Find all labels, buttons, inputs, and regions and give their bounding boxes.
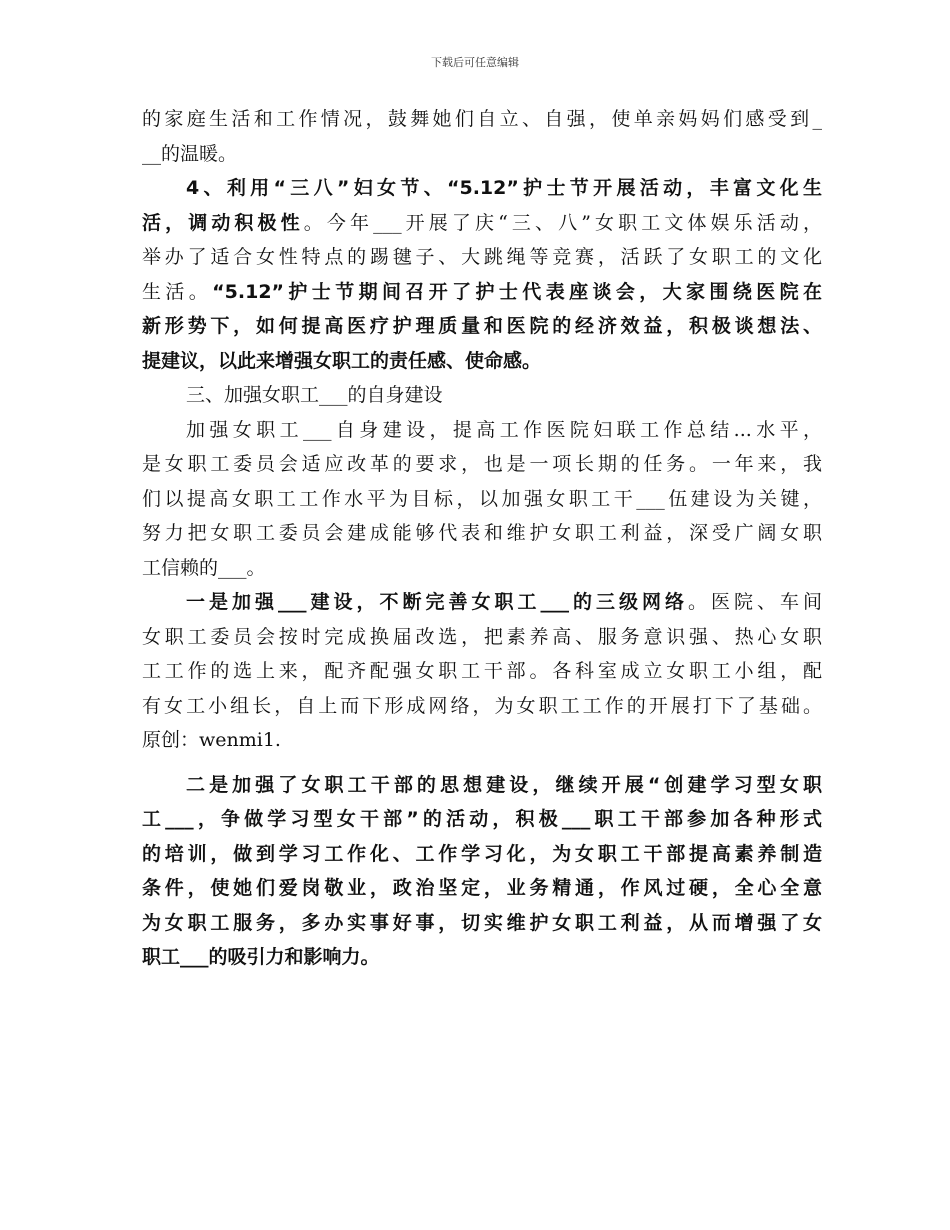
- paragraph-gap: [142, 758, 822, 768]
- body-text: 生活。: [142, 280, 213, 303]
- text-line: [142, 309, 822, 344]
- text-line: [142, 240, 822, 275]
- text-line: [142, 768, 822, 803]
- body-text: __的温暖。: [142, 142, 238, 165]
- page-header: 下载后可任意编辑: [431, 56, 519, 69]
- bold-text: 提建议，以此来增强女职工的责任感、使命感。: [142, 349, 542, 372]
- body-text: 有女工小组长，自上而下形成网络，为女职工工作的开展打下了基础。: [142, 694, 822, 717]
- body-text: 是女职工委员会适应改革的要求，也是一项长期的任务。一年来，我: [142, 453, 822, 475]
- bold-text: 的培训，做到学习工作化、工作学习化，为女职工干部提高素养制造: [142, 842, 822, 865]
- body-text: 加强女职工___自身建设，提高工作医院妇联工作总结...水平，: [186, 418, 822, 441]
- text-line: [142, 275, 822, 310]
- text-line: [142, 723, 822, 758]
- text-line: [142, 413, 822, 448]
- body-text: 原创：wenmi1.: [142, 729, 281, 751]
- text-line: [142, 906, 822, 941]
- text-line: [142, 802, 822, 837]
- text-line: [142, 482, 822, 517]
- bold-text: 新形势下，如何提高医疗护理质量和医院的经济效益，积极谈想法、: [142, 315, 822, 337]
- bold-text: 活，调动积极性: [142, 211, 304, 234]
- body-text: 。今年___开展了庆“三、八”女职工文体娱乐活动，: [303, 211, 822, 234]
- text-line: [142, 137, 822, 172]
- bold-text: “5.12”护士节期间召开了护士代表座谈会，大家围绕医院在: [212, 280, 822, 303]
- body-text: 工工作的选上来，配齐配强女职工干部。各科室成立女职工小组，配: [142, 660, 822, 682]
- body-text: 举办了适合女性特点的踢毽子、大跳绳等竞赛，活跃了女职工的文化: [142, 246, 822, 268]
- text-line: [142, 871, 822, 906]
- text-line: [142, 940, 822, 975]
- text-line: [142, 551, 822, 586]
- bold-text: 一是加强___建设，不断完善女职工___的三级网络: [186, 591, 688, 613]
- body-text: 女职工委员会按时完成换届改选，把素养高、服务意识强、热心女职: [142, 625, 822, 648]
- document-body: [142, 102, 822, 975]
- body-text: 三、加强女职工___的自身建设: [186, 384, 443, 406]
- text-line: [142, 102, 822, 137]
- body-text: 。医院、车间: [687, 591, 822, 613]
- body-text: 努力把女职工委员会建成能够代表和维护女职工利益，深受广阔女职: [142, 522, 822, 544]
- bold-text: 职工___的吸引力和影响力。: [142, 946, 380, 968]
- bold-text: 条件，使她们爱岗敬业，政治坚定，业务精通，作风过硬，全心全意: [142, 877, 822, 899]
- body-text: 工信赖的___。: [142, 556, 266, 579]
- text-line: [142, 516, 822, 551]
- text-line: [142, 620, 822, 655]
- text-line: [142, 837, 822, 872]
- text-line: [142, 171, 822, 206]
- text-line: [142, 344, 822, 379]
- bold-text: 二是加强了女职工干部的思想建设，继续开展“创建学习型女职: [186, 773, 822, 796]
- text-line: [142, 206, 822, 241]
- bold-text: 为女职工服务，多办实事好事，切实维护女职工利益，从而增强了女: [142, 911, 822, 934]
- bold-text: 4、利用“三八”妇女节、“5.12”护士节开展活动，丰富文化生: [186, 177, 822, 199]
- text-line: [142, 378, 822, 413]
- bold-text: 工___，争做学习型女干部”的活动，积极___职工干部参加各种形式: [142, 808, 822, 830]
- text-line: [142, 585, 822, 620]
- text-line: [142, 654, 822, 689]
- body-text: 们以提高女职工工作水平为目标，以加强女职工干___伍建设为关键，: [142, 487, 822, 510]
- text-line: [142, 447, 822, 482]
- text-line: [142, 689, 822, 724]
- body-text: 的家庭生活和工作情况，鼓舞她们自立、自强，使单亲妈妈们感受到_: [142, 108, 822, 130]
